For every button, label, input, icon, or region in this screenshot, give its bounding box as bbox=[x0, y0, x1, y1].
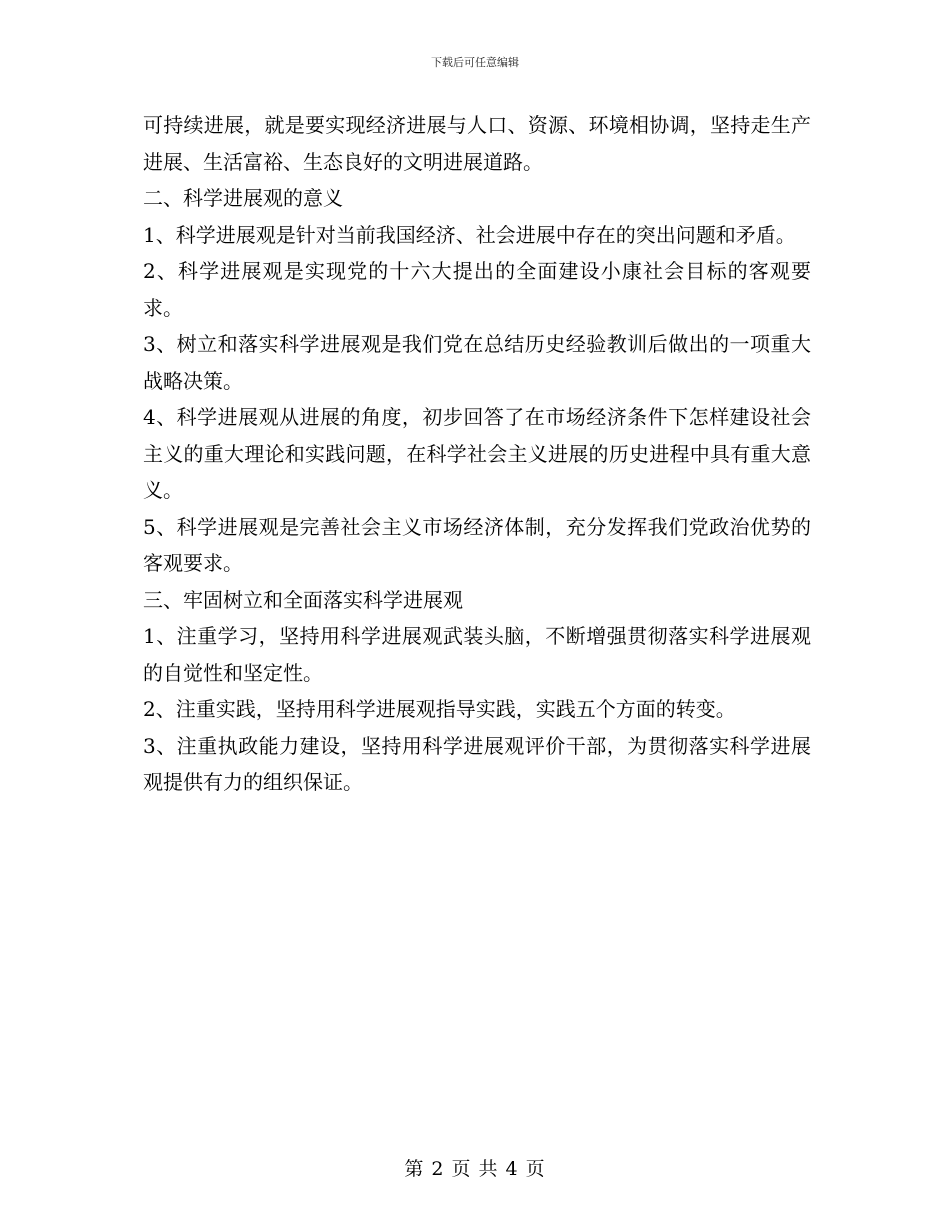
list-item: 1、注重学习，坚持用科学进展观武装头脑，不断增强贯彻落实科学进展观的自觉性和坚定性。 bbox=[143, 624, 811, 685]
list-item: 3、树立和落实科学进展观是我们党在总结历史经验教训后做出的一项重大战略决策。 bbox=[143, 332, 811, 393]
section-heading: 二、科学进展观的意义 bbox=[143, 186, 343, 210]
list-item: 5、科学进展观是完善社会主义市场经济体制，充分发挥我们党政治优势的客观要求。 bbox=[143, 514, 811, 575]
list-item: 3、注重执政能力建设，坚持用科学进展观评价干部，为贯彻落实科学进展观提供有力的组织保证。 bbox=[143, 733, 811, 794]
list-item: 2、注重实践，坚持用科学进展观指导实践，实践五个方面的转变。 bbox=[143, 697, 736, 721]
page-footer: 第 2 页 共 4 页 bbox=[404, 1158, 546, 1180]
page-header: 下载后可任意编辑 bbox=[431, 56, 519, 69]
list-item: 2、科学进展观是实现党的十六大提出的全面建设小康社会目标的客观要求。 bbox=[143, 259, 811, 320]
list-item: 4、科学进展观从进展的角度，初步回答了在市场经济条件下怎样建设社会主义的重大理论和实践问题，在科学社会主义进展的历史进程中具有重大意义。 bbox=[143, 405, 811, 502]
document-body bbox=[143, 107, 811, 801]
section-heading: 三、牢固树立和全面落实科学进展观 bbox=[143, 587, 463, 612]
list-item: 1、科学进展观是针对当前我国经济、社会进展中存在的突出问题和矛盾。 bbox=[143, 222, 796, 247]
paragraph: 可持续进展，就是要实现经济进展与人口、资源、环境相协调，坚持走生产进展、生活富裕、生态良好的文明进展道路。 bbox=[143, 113, 811, 174]
